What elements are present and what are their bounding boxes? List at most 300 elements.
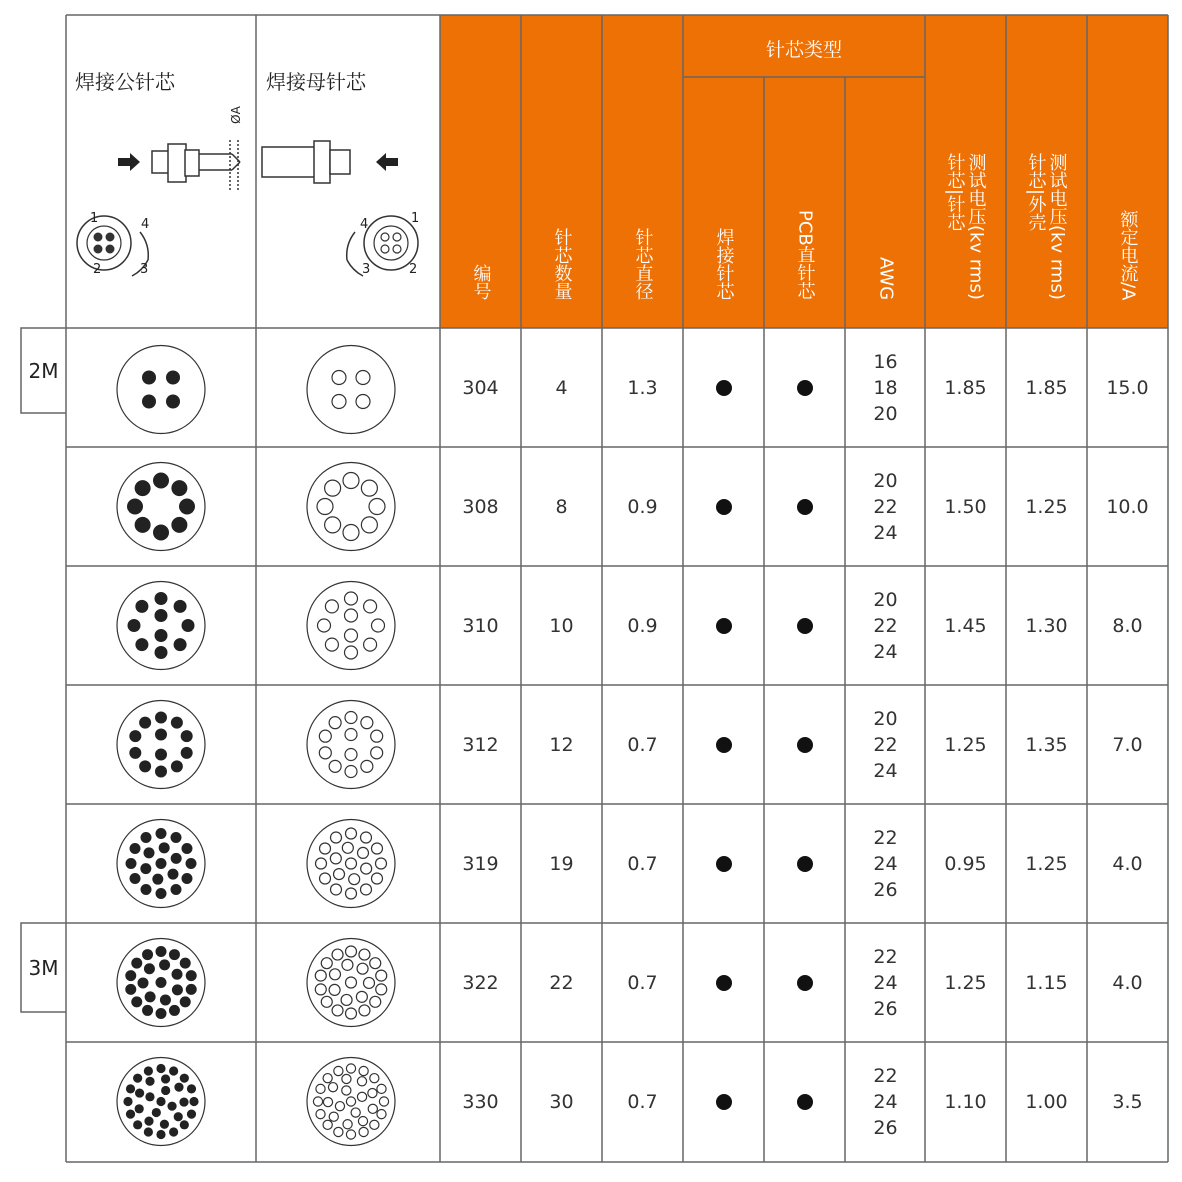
male-pin-dot-icon: [155, 592, 168, 605]
cell-diameter: 0.9: [627, 495, 658, 518]
cell-pins-wrap: [521, 566, 602, 685]
pcb-available-dot-icon: [797, 975, 813, 991]
cell-pcb: [764, 447, 845, 566]
male-pin-dot-icon: [123, 1097, 132, 1106]
pcb-available-dot-icon: [797, 856, 813, 872]
female-socket-hole-icon: [370, 1120, 379, 1129]
female-socket-hole-icon: [356, 395, 370, 409]
header-diameter-text: 针芯直径: [632, 228, 654, 300]
male-pin-dot-icon: [169, 1005, 180, 1016]
female-socket-hole-icon: [316, 1110, 325, 1119]
diameter-label: ØA: [228, 106, 243, 124]
female-socket-hole-icon: [357, 1077, 366, 1086]
male-pin-dot-icon: [171, 832, 182, 843]
awg-value: 22: [873, 614, 898, 637]
male-pin-dot-icon: [169, 949, 180, 960]
male-pin-dot-icon: [155, 729, 167, 741]
male-pin-dot-icon: [144, 1127, 153, 1136]
cell-pins: 22: [549, 971, 574, 994]
female-socket-hole-icon: [316, 858, 327, 869]
female-socket-hole-icon: [329, 1112, 338, 1121]
male-pin-dot-icon: [144, 847, 155, 858]
male-pin-dot-icon: [171, 517, 187, 533]
female-socket-hole-icon: [313, 1097, 322, 1106]
male-pin-dot-icon: [144, 1117, 153, 1126]
cell-code: 308: [462, 495, 499, 518]
cell-solder: [683, 447, 764, 566]
male-pin-dot-icon: [187, 1110, 196, 1119]
male-pin-dot-icon: [174, 1112, 183, 1121]
male-pin-dot-icon: [130, 843, 141, 854]
header-awg-text: AWG: [875, 256, 897, 300]
female-socket-hole-icon: [361, 760, 373, 772]
male-pin-dot-icon: [171, 853, 182, 864]
male-pin-dot-icon: [166, 371, 180, 385]
solder-available-dot-icon: [716, 975, 732, 991]
female-socket-hole-icon: [345, 646, 358, 659]
table-row: [440, 566, 521, 685]
male-pin-dot-icon: [181, 873, 192, 884]
cell-current-wrap: [1087, 923, 1168, 1042]
female-socket-hole-icon: [361, 884, 372, 895]
male-pin-dot-icon: [174, 600, 187, 613]
male-pin-dot-icon: [126, 1110, 135, 1119]
male-pin-dot-icon: [141, 832, 152, 843]
female-socket-hole-icon: [342, 1074, 351, 1083]
female-socket-hole-icon: [346, 1130, 355, 1139]
male-pin-dot-icon: [167, 1102, 176, 1111]
male-pin-dot-icon: [156, 828, 167, 839]
female-socket-hole-icon: [349, 874, 360, 885]
male-pin-dot-icon: [125, 984, 136, 995]
cell-diameter-wrap: [602, 447, 683, 566]
female-socket-hole-icon: [315, 984, 326, 995]
cell-diameter-wrap: [602, 923, 683, 1042]
female-socket-hole-icon: [358, 1117, 367, 1126]
male-pin-dot-icon: [171, 760, 183, 772]
female-socket-hole-icon: [325, 480, 341, 496]
male-pin-dot-icon: [156, 1008, 167, 1019]
pcb-available-dot-icon: [797, 618, 813, 634]
cell-pins-wrap: [521, 328, 602, 447]
male-pin-dot-icon: [186, 970, 197, 981]
table-row: [440, 804, 521, 923]
female-socket-hole-icon: [377, 1084, 386, 1093]
female-socket-hole-icon: [329, 717, 341, 729]
female-socket-hole-icon: [361, 832, 372, 843]
male-pin-dot-icon: [142, 949, 153, 960]
cell-diameter-wrap: [602, 1042, 683, 1162]
cell-code: 312: [462, 733, 499, 756]
female-socket-hole-icon: [363, 977, 374, 988]
male-pin-dot-icon: [182, 619, 195, 632]
male-pin-dot-icon: [126, 858, 137, 869]
male-pin-dot-icon: [155, 629, 168, 642]
female-socket-hole-icon: [346, 828, 357, 839]
female-socket-hole-icon: [346, 888, 357, 899]
cell-awg: [845, 804, 926, 923]
cell-pins-wrap: [521, 804, 602, 923]
female-socket-hole-icon: [321, 996, 332, 1007]
female-socket-hole-icon: [346, 977, 357, 988]
solder-available-dot-icon: [716, 1094, 732, 1110]
male-pin-dot-icon: [171, 884, 182, 895]
cell-awg: [845, 566, 926, 685]
male-pin-dot-icon: [128, 619, 141, 632]
cell-solder: [683, 804, 764, 923]
male-pin-dot-icon: [167, 869, 178, 880]
male-pin-dot-icon: [152, 1108, 161, 1117]
cell-pcb: [764, 685, 845, 804]
male-connector-face-icon: [117, 346, 205, 434]
female-socket-hole-icon: [376, 970, 387, 981]
female-socket-hole-icon: [345, 609, 358, 622]
male-pin-number-2: 2: [93, 262, 102, 277]
female-socket-hole-icon: [359, 1005, 370, 1016]
female-socket-hole-icon: [345, 592, 358, 605]
cell-v2-wrap: [1006, 685, 1087, 804]
cell-pins-wrap: [521, 447, 602, 566]
female-socket-hole-icon: [343, 525, 359, 541]
cell-current-wrap: [1087, 328, 1168, 447]
male-pin-dot-icon: [135, 638, 148, 651]
female-socket-hole-icon: [356, 991, 367, 1002]
female-socket-hole-icon: [361, 517, 377, 533]
female-socket-hole-icon: [325, 517, 341, 533]
male-pin-dot-icon: [172, 969, 183, 980]
male-pin-dot-icon: [181, 747, 193, 759]
cell-v2: 1.85: [1025, 376, 1068, 399]
cell-v2-wrap: [1006, 328, 1087, 447]
male-pin-dot-icon: [156, 1064, 165, 1073]
cell-v1: 1.10: [944, 1091, 987, 1113]
solder-available-dot-icon: [716, 737, 732, 753]
male-pin-dot-icon: [155, 749, 167, 761]
cell-awg: [845, 923, 926, 1042]
female-socket-hole-icon: [371, 843, 382, 854]
cell-diameter: 0.7: [627, 852, 658, 875]
cell-v2-wrap: [1006, 923, 1087, 1042]
male-pin-dot-icon: [152, 874, 163, 885]
female-socket-hole-icon: [329, 984, 340, 995]
male-pin-dot-icon: [153, 525, 169, 541]
female-socket-hole-icon: [377, 1110, 386, 1119]
cell-v1: 0.95: [944, 852, 987, 875]
female-socket-hole-icon: [364, 600, 377, 613]
female-socket-hole-icon: [376, 984, 387, 995]
male-pin-dot-icon: [171, 480, 187, 496]
female-socket-hole-icon: [334, 869, 345, 880]
male-pin-dot-icon: [131, 996, 142, 1007]
cell-v2-wrap: [1006, 566, 1087, 685]
male-pin-dot-icon: [139, 760, 151, 772]
male-pin-dot-icon: [174, 1083, 183, 1092]
male-pin-dot-icon: [156, 977, 167, 988]
table-row: [440, 447, 521, 566]
awg-value: 26: [873, 1117, 898, 1139]
solder-available-dot-icon: [716, 856, 732, 872]
pcb-available-dot-icon: [797, 737, 813, 753]
cell-current-wrap: [1087, 566, 1168, 685]
cell-current: 15.0: [1106, 376, 1149, 399]
female-socket-hole-icon: [368, 1104, 377, 1113]
female-socket-hole-icon: [376, 858, 387, 869]
male-pin-dot-icon: [141, 884, 152, 895]
male-pin-dot-icon: [126, 1084, 135, 1093]
male-pin-dot-icon: [179, 499, 195, 515]
male-pin-dot-icon: [186, 858, 197, 869]
pcb-available-dot-icon: [797, 380, 813, 396]
cell-v1: 1.50: [944, 495, 987, 518]
male-pin-dot-icon: [155, 766, 167, 778]
female-socket-hole-icon: [332, 949, 343, 960]
cell-current: 10.0: [1106, 495, 1149, 518]
side-label-3m: 3M: [28, 955, 59, 980]
header-pin-type-group-text: 针芯类型: [765, 39, 842, 61]
cell-v2-wrap: [1006, 447, 1087, 566]
cell-v2: 1.25: [1025, 852, 1068, 875]
cell-v2: 1.35: [1025, 733, 1068, 756]
cell-diameter: 0.7: [627, 971, 658, 994]
awg-value: 24: [873, 1091, 898, 1113]
cell-solder: [683, 566, 764, 685]
male-pin-number-3: 3: [140, 262, 149, 277]
female-socket-hole-icon: [334, 1066, 343, 1075]
cell-diameter-wrap: [602, 685, 683, 804]
cell-diameter: 0.9: [627, 614, 658, 637]
female-socket-hole-icon: [346, 1097, 355, 1106]
female-socket-hole-icon: [323, 1120, 332, 1129]
female-socket-hole-icon: [329, 760, 341, 772]
female-socket-hole-icon: [320, 843, 331, 854]
male-pin-label: 焊接公针芯: [75, 70, 175, 94]
female-socket-hole-icon: [345, 629, 358, 642]
female-socket-hole-icon: [364, 638, 377, 651]
female-socket-hole-icon: [320, 873, 331, 884]
cell-pins: 8: [555, 495, 568, 518]
cell-code: 319: [462, 852, 499, 875]
cell-v1: 1.25: [944, 733, 987, 756]
male-pin-dot-icon: [155, 712, 167, 724]
awg-value: 26: [873, 997, 898, 1020]
cell-v1-wrap: [925, 804, 1006, 923]
awg-value: 24: [873, 971, 898, 994]
cell-v1: 1.25: [944, 971, 987, 994]
male-pin-dot-icon: [161, 1074, 170, 1083]
female-socket-hole-icon: [361, 717, 373, 729]
female-socket-hole-icon: [316, 1084, 325, 1093]
male-pin-dot-icon: [135, 517, 151, 533]
cell-pins: 30: [549, 1091, 574, 1113]
header-solder-text: 焊接针芯: [713, 228, 735, 300]
female-pin-number-3: 3: [362, 262, 371, 277]
female-socket-hole-icon: [325, 638, 338, 651]
female-socket-hole-icon: [331, 884, 342, 895]
cell-awg: [845, 447, 926, 566]
male-pin-dot-icon: [156, 858, 167, 869]
cell-v1-wrap: [925, 328, 1006, 447]
cell-pcb: [764, 328, 845, 447]
male-pin-dot-icon: [156, 1097, 165, 1106]
female-socket-hole-icon: [323, 1074, 332, 1083]
female-socket-hole-icon: [342, 1086, 351, 1095]
male-pin-dot-icon: [153, 473, 169, 489]
awg-value: 24: [873, 759, 898, 782]
female-socket-hole-icon: [325, 600, 338, 613]
cell-v1-wrap: [925, 685, 1006, 804]
female-socket-hole-icon: [357, 963, 368, 974]
male-pin-dot-icon: [155, 609, 168, 622]
cell-current: 3.5: [1112, 1091, 1143, 1113]
cell-v1-wrap: [925, 566, 1006, 685]
female-socket-hole-icon: [369, 499, 385, 515]
cell-diameter: 1.3: [627, 376, 658, 399]
female-connector-face-icon: [307, 346, 395, 434]
female-pin-number-4: 4: [360, 217, 369, 232]
header-voltage-pin-pin-line1: 测试电压(kv rms): [965, 153, 987, 300]
male-pin-dot-icon: [171, 717, 183, 729]
female-socket-hole-icon: [323, 1097, 332, 1106]
cell-v2: 1.30: [1025, 614, 1068, 637]
male-pin-dot-icon: [181, 730, 193, 742]
female-socket-hole-icon: [371, 747, 383, 759]
male-pin-dot-icon: [180, 958, 191, 969]
female-socket-hole-icon: [332, 395, 346, 409]
cell-current: 7.0: [1112, 733, 1143, 756]
female-socket-hole-icon: [346, 1064, 355, 1073]
male-pin-dot-icon: [135, 480, 151, 496]
cell-current-wrap: [1087, 447, 1168, 566]
cell-awg: [845, 328, 926, 447]
male-pin-number-4: 4: [141, 217, 150, 232]
female-pin-label: 焊接母针芯: [266, 70, 366, 94]
female-socket-hole-icon: [361, 480, 377, 496]
cell-solder: [683, 923, 764, 1042]
cell-current-wrap: [1087, 804, 1168, 923]
male-pin-dot-icon: [161, 1086, 170, 1095]
cell-pins: 12: [549, 733, 574, 756]
female-socket-hole-icon: [317, 499, 333, 515]
male-pin-dot-icon: [142, 371, 156, 385]
female-socket-hole-icon: [346, 946, 357, 957]
female-socket-hole-icon: [357, 1092, 366, 1101]
cell-pins-wrap: [521, 1042, 602, 1162]
male-pin-dot-icon: [145, 1077, 154, 1086]
cell-diameter: 0.7: [627, 733, 658, 756]
female-socket-hole-icon: [330, 853, 341, 864]
male-pin-dot-icon: [133, 1120, 142, 1129]
cell-diameter-wrap: [602, 804, 683, 923]
female-socket-hole-icon: [329, 969, 340, 980]
female-socket-hole-icon: [341, 994, 352, 1005]
cell-v1: 1.45: [944, 614, 987, 637]
awg-value: 24: [873, 640, 898, 663]
male-pin-dot-icon: [160, 994, 171, 1005]
female-socket-hole-icon: [370, 1074, 379, 1083]
cell-diameter-wrap: [602, 566, 683, 685]
female-socket-hole-icon: [319, 747, 331, 759]
male-pin-dot-icon: [174, 638, 187, 651]
awg-value: 26: [873, 878, 898, 901]
male-pin-dot-icon: [172, 984, 183, 995]
female-socket-hole-icon: [319, 730, 331, 742]
cell-solder: [683, 328, 764, 447]
male-pin-dot-icon: [145, 1092, 154, 1101]
cell-v2-wrap: [1006, 804, 1087, 923]
female-socket-hole-icon: [346, 1008, 357, 1019]
table-row: [440, 923, 521, 1042]
male-pin-dot-icon: [189, 1097, 198, 1106]
cell-diameter-wrap: [602, 328, 683, 447]
female-socket-hole-icon: [343, 1120, 352, 1129]
solder-available-dot-icon: [716, 380, 732, 396]
female-socket-hole-icon: [357, 847, 368, 858]
header-voltage-pin-pin-line2: 针芯|针芯: [944, 153, 966, 232]
male-pin-dot-icon: [160, 1120, 169, 1129]
header-current-text: 额定电流/A: [1117, 209, 1139, 300]
male-pin-dot-icon: [144, 1066, 153, 1075]
awg-value: 16: [873, 350, 898, 373]
cell-code: 304: [462, 376, 499, 399]
male-pin-dot-icon: [155, 646, 168, 659]
cell-pcb: [764, 923, 845, 1042]
female-socket-hole-icon: [371, 730, 383, 742]
male-pin-dot-icon: [180, 1074, 189, 1083]
male-pin-dot-icon: [133, 1074, 142, 1083]
cell-current: 4.0: [1112, 852, 1143, 875]
male-pin-dot-icon: [135, 600, 148, 613]
male-pin-dot-icon: [169, 1127, 178, 1136]
female-socket-hole-icon: [321, 958, 332, 969]
female-socket-hole-icon: [351, 1108, 360, 1117]
female-socket-hole-icon: [361, 863, 372, 874]
awg-value: 22: [873, 945, 898, 968]
male-pin-dot-icon: [159, 842, 170, 853]
female-socket-hole-icon: [372, 619, 385, 632]
female-socket-hole-icon: [345, 729, 357, 741]
male-pin-dot-icon: [142, 395, 156, 409]
male-pin-dot-icon: [156, 1130, 165, 1139]
cell-v2: 1.00: [1025, 1091, 1068, 1113]
male-pin-dot-icon: [129, 747, 141, 759]
female-socket-hole-icon: [318, 619, 331, 632]
female-socket-hole-icon: [371, 873, 382, 884]
cell-code: 330: [462, 1091, 499, 1113]
solder-available-dot-icon: [716, 618, 732, 634]
female-socket-hole-icon: [370, 958, 381, 969]
female-socket-hole-icon: [345, 749, 357, 761]
male-pin-dot-icon: [156, 888, 167, 899]
awg-value: 20: [873, 402, 898, 425]
male-pin-dot-icon: [125, 970, 136, 981]
cell-pins: 4: [555, 376, 568, 399]
female-socket-hole-icon: [370, 996, 381, 1007]
female-socket-hole-icon: [379, 1097, 388, 1106]
awg-value: 24: [873, 852, 898, 875]
female-socket-hole-icon: [335, 1102, 344, 1111]
male-pin-dot-icon: [186, 984, 197, 995]
cell-pins: 10: [549, 614, 574, 637]
male-pin-dot-icon: [145, 991, 156, 1002]
male-pin-dot-icon: [180, 996, 191, 1007]
awg-value: 22: [873, 1065, 898, 1087]
cell-pcb: [764, 566, 845, 685]
female-socket-hole-icon: [368, 1088, 377, 1097]
cell-current-wrap: [1087, 1042, 1168, 1162]
header-pins-text: 针芯数量: [551, 228, 573, 300]
male-pin-dot-icon: [135, 1088, 144, 1097]
awg-value: 20: [873, 469, 898, 492]
